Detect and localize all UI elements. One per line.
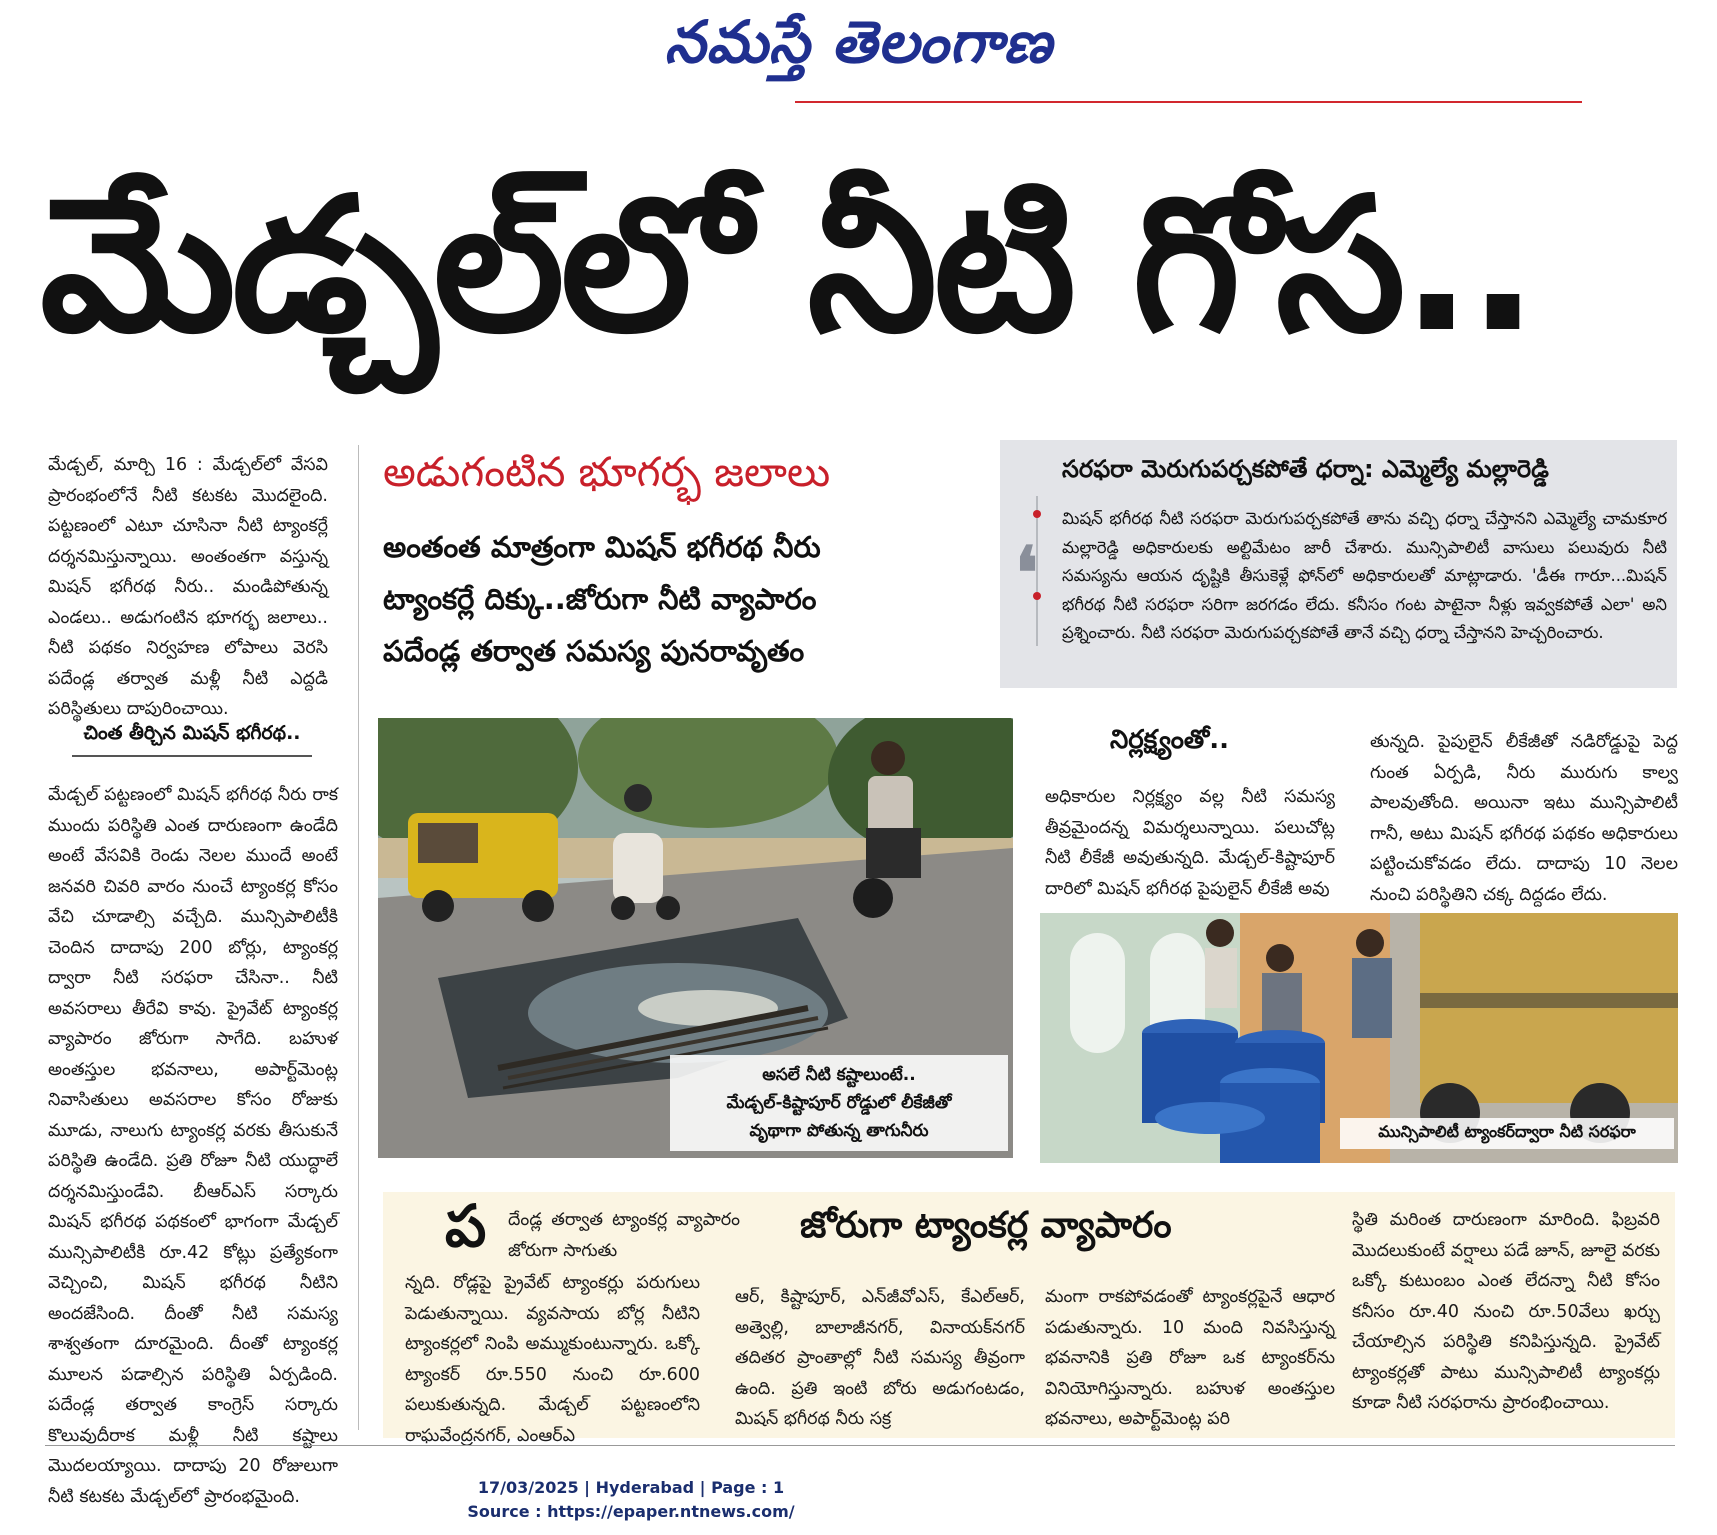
deck-line: అంతంత మాత్రంగా మిషన్‌ భగీరథ నీరు xyxy=(383,530,821,564)
quote-box-text: మిషన్‌ భగీరథ నీటి సరఫరా మెరుగుపర్చకపోతే తాను వచ్చి ధర్నా చేస్తానని ఎమ్మెల్యే చామకూర మల్లారెడ్డి అధికారులకు అల్టిమేటం జారీ చేశారు. మున్సిపాలిటీ వాసులు పలువురు నీటి సమస్యను ఆయన దృష్టికి తీసుకెళ్లే ఫోన్‌లో అధికారులతో మాట్లాడారు. 'డీఈ గారూ...మిషన్‌ భగీరథ నీటి సరఫరా సరిగా జరగడం లేదు. కనీసం గంట పాటైనా నీళ్లు ఇవ్వకపోతే ఎలా' అని ప్రశ్నించారు. నీటి సరఫరా మెరుగుపర్చకపోతే తానే వచ్చి ధర్నా చేస్తానని హెచ్చరించారు. xyxy=(1062,509,1667,642)
neglect-left-text: అధికారుల నిర్లక్ష్యం వల్ల నీటి సమస్య తీవ్రమైందన్న విమర్శలున్నాయి. పలుచోట్ల నీటి లీకేజీ అవుతున్నది. మేడ్చల్‌-కిష్టాపూర్‌ దారిలో మిషన్‌ భగీరథ పైపులైన్‌ లీకేజీ అవు xyxy=(1045,787,1335,899)
quote-dot-icon xyxy=(1033,510,1041,518)
footer-rule xyxy=(45,1445,1675,1446)
bottom-story-col2: ఆర్‌, కిష్టాపూర్‌, ఎన్‌జీవోఎస్‌, కేఎల్‌ఆర్‌, అత్వెల్లి, బాలాజీనగర్‌, వినాయక్‌నగర్‌ తదితర ప్రాంతాల్లో నీటి సమస్య తీవ్రంగా ఉంది. ప్రతి ఇంటి బోరు అడుగంటడం, మిషన్‌ భగీరథ నీరు సక్ర xyxy=(735,1287,1025,1429)
drop-cap: ప xyxy=(445,1192,487,1260)
masthead-logo: నమస్తే తెలంగాణ xyxy=(664,8,1053,76)
bottom-story-col3: మంగా రాకపోవడంతో ట్యాంకర్లపైనే ఆధార పడుతున్నారు. 10 మంది నివసిస్తున్న భవనానికి ప్రతి రోజూ ఒక ట్యాంకర్‌ను వినియోగిస్తున్నారు. బహుళ అంతస్తుల భవనాలు, అపార్ట్‌మెంట్ల పరి xyxy=(1045,1287,1335,1429)
photo-road-leak-caption xyxy=(670,1055,1008,1151)
deck-lines xyxy=(383,521,973,677)
neglect-right-text: తున్నది. పైపులైన్‌ లీకేజీతో నడిరోడ్డుపై పెద్ద గుంత ఏర్పడి, నీరు మురుగు కాల్వ పాలవుతోంది. అయినా ఇటు మున్సిపాలిటీ గానీ, అటు మిషన్‌ భగీరథ పథకం అధికారులు పట్టించుకోవడం లేదు. దాదాపు 10 నెలల నుంచి పరిస్థితిని చక్క దిద్దడం లేదు. xyxy=(1370,732,1678,905)
caption-line: వృథాగా పోతున్న తాగునీరు xyxy=(749,1121,929,1141)
caption-line: అసలే నీటి కష్టాలుంటే.. xyxy=(762,1065,916,1085)
bottom-story-col1: న్నది. రోడ్లపై ప్రైవేట్‌ ట్యాంకర్లు పరుగులు పెడుతున్నాయి. వ్యవసాయ బోర్ల నీటిని ట్యాంకర్లలో నింపి అమ్ముకుంటున్నారు. ఒక్కో ట్యాంకర్‌ రూ.550 నుంచి రూ.600 పలుకుతున్నది. మేడ్చల్‌ పట్టణంలోని రాఘవేంద్రనగర్‌, ఎంఆర్‌ఎ xyxy=(405,1273,700,1446)
deck-line: ట్యాంకర్లే దిక్కు..జోరుగా నీటి వ్యాపారం xyxy=(383,582,817,616)
masthead-rule xyxy=(795,101,1582,103)
photo-tanker-caption: మున్సిపాలిటీ ట్యాంకర్‌ద్వారా నీటి సరఫరా xyxy=(1340,1118,1674,1149)
neglect-title: నిర్లక్ష్యంతో.. xyxy=(1110,725,1230,755)
bottom-story-col1-top: దేండ్ల తర్వాత ట్యాంకర్ల వ్యాపారం జోరుగా సాగుతు xyxy=(508,1210,740,1261)
column-divider xyxy=(358,445,359,1430)
main-headline: మేడ్చల్‌లో నీటి గోస.. xyxy=(40,157,1535,373)
footer-date-line: 17/03/2025 | Hyderabad | Page : 1 xyxy=(477,1478,785,1497)
bottom-story-title: జోరుగా ట్యాంకర్ల వ్యాపారం xyxy=(800,1205,1172,1246)
red-subheadline: అడుగంటిన భూగర్భ జలాలు xyxy=(383,448,831,496)
left-column-intro: మేడ్చల్‌, మార్చి 16 : మేడ్చల్‌లో వేసవి ప్రారంభంలోనే నీటి కటకట మొదలైంది. పట్టణంలో ఎటూ చూసినా నీటి ట్యాంకర్లే దర్శనమిస్తున్నాయి. అంతంతగా వస్తున్న మిషన్‌ భగీరథ నీరు.. మండిపోతున్న ఎండలు.. అడుగంటిన భూగర్భ జలాలు.. నీటి పథకం నిర్వహణ లోపాలు వెరసి పదేండ్ల తర్వాత మళ్లీ నీటి ఎద్దడి పరిస్థితులు దాపురించాయి. xyxy=(48,455,328,719)
left-column-body: మేడ్చల్‌ పట్టణంలో మిషన్‌ భగీరథ నీరు రాక ముందు పరిస్థితి ఎంత దారుణంగా ఉండేది అంటే వేసవికి రెండు నెలల ముందే అంటే జనవరి చివరి వారం నుంచే ట్యాంకర్ల కోసం వేచి చూడాల్సి వచ్చేది. మున్సిపాలిటీకి చెందిన దాదాపు 200 బోర్లు, ట్యాంకర్ల ద్వారా నీటి సరఫరా చేసినా.. నీటి అవసరాలు తీరేవి కావు. ప్రైవేట్‌ ట్యాంకర్ల వ్యాపారం జోరుగా సాగేది. బహుళ అంతస్తుల భవనాలు, అపార్ట్‌మెంట్ల నివాసితులు అవసరాల కోసం రోజుకు మూడు, నాలుగు ట్యాంకర్ల వరకు తీసుకునే పరిస్థితి ఉండేది. ప్రతి రోజూ నీటి యుద్ధాలే దర్శనమిస్తుండేవి. బీఆర్‌ఎస్‌ సర్కారు మిషన్‌ భగీరథ పథకంలో భాగంగా మేడ్చల్‌ మున్సిపాలిటీకి రూ.42 కోట్లు ప్రత్యేకంగా వెచ్చించి, మిషన్‌ భగీరథ నీటిని అందజేసింది. దీంతో నీటి సమస్య శాశ్వతంగా దూరమైంది. దీంతో ట్యాంకర్ల మూలన పడాల్సిన పరిస్థితి ఏర్పడింది. పదేండ్ల తర్వాత కాంగ్రెస్‌ సర్కారు కొలువుదీరాక మళ్లీ నీటి కష్టాలు మొదలయ్యాయి. దాదాపు 20 రోజులుగా నీటి కటకట మేడ్చల్‌లో ప్రారంభమైంది. xyxy=(48,785,338,1507)
left-column-subhead: చింత తీర్చిన మిషన్‌ భగీరథ.. xyxy=(72,722,312,757)
quote-box-title: సరఫరా మెరుగుపర్చకపోతే ధర్నా: ఎమ్మెల్యే మల్లారెడ్డి xyxy=(1062,455,1549,483)
deck-line: పదేండ్ల తర్వాత సమస్య పునరావృతం xyxy=(383,634,805,668)
bottom-story-col4: స్థితి మరింత దారుణంగా మారింది. ఫిబ్రవరి మొదలుకుంటే వర్షాలు పడే జూన్‌, జూలై వరకు ఒక్కో కుటుంబం ఎంత లేదన్నా నీటి కోసం కనీసం రూ.40 నుంచి రూ.50వేలు ఖర్చు చేయాల్సిన పరిస్థితి కనిపిస్తున్నది. ప్రైవేట్‌ ట్యాంకర్లతో పాటు మున్సిపాలిటీ ట్యాంకర్లు కూడా నీటి సరఫరాను ప్రారంభించాయి. xyxy=(1352,1210,1660,1413)
quote-mark-icon: ❛ xyxy=(1015,530,1039,615)
footer-source-line: Source : https://epaper.ntnews.com/ xyxy=(467,1502,795,1521)
caption-line: మేడ్చల్‌-కిష్టాపూర్‌ రోడ్డులో లీకేజీతో xyxy=(726,1093,952,1113)
